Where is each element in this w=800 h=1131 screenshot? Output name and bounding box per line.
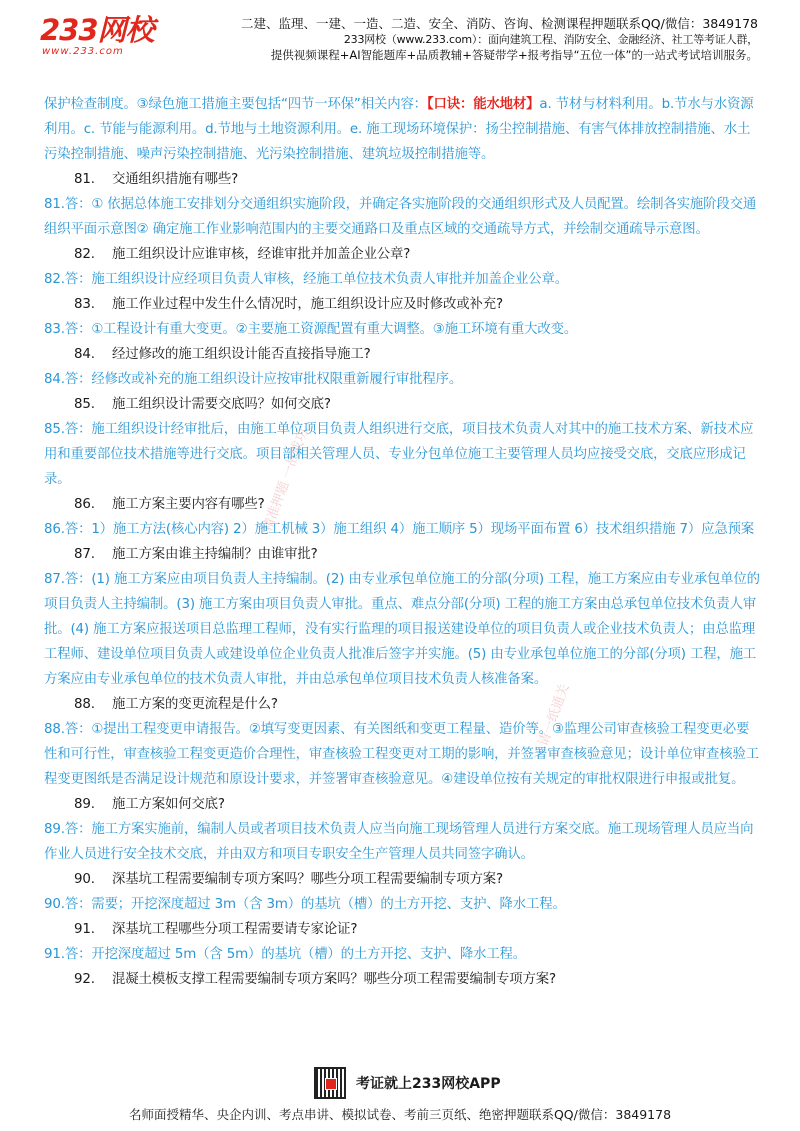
intro-text-a: 保护检查制度。③绿色施工措施主要包括“四节一环保”相关内容： xyxy=(44,97,427,112)
question-item xyxy=(44,917,760,942)
question-item xyxy=(44,167,760,192)
question-item xyxy=(44,967,760,992)
qr-code-icon xyxy=(314,1067,346,1099)
answer-text: 83.答：①工程设计有重大变更。②主要施工资源配置有重大调整。③施工环境有重大改变。 xyxy=(44,322,578,337)
watermark-secondary: 请一纸通关 xyxy=(536,682,573,749)
footer-contact-line: 名师面授精华、央企内训、考点串讲、模拟试卷、考前三页纸、绝密押题联系QQ/微信：3849178 xyxy=(128,1107,672,1122)
question-item xyxy=(44,792,760,817)
question-item xyxy=(44,342,760,367)
question-number: 90. xyxy=(74,872,95,887)
page-footer xyxy=(0,1065,800,1131)
question-item xyxy=(44,867,760,892)
intro-paragraph xyxy=(44,92,760,167)
answer-text: 84.答：经修改或补充的施工组织设计应按审批权限重新履行审批程序。 xyxy=(44,372,463,387)
question-item xyxy=(44,392,760,417)
qr-logo-icon xyxy=(325,1078,337,1090)
header-contact-line: 二建、监理、一建、一造、二造、安全、消防、咨询、检测课程押题联系QQ/微信：3849178 xyxy=(240,16,758,31)
qa-list xyxy=(44,167,760,992)
answer-text: 90.答：需要；开挖深度超过 3m（含 3m）的基坑（槽）的土方开挖、支护、降水工程。 xyxy=(44,897,566,912)
question-text: 施工作业过程中发生什么情况时，施工组织设计应及时修改或补充? xyxy=(112,297,503,312)
mnemonic-highlight: 【口诀：能水地材】 xyxy=(426,97,540,112)
header-service-line: 提供视频课程+AI智能题库+品质教辅+答疑带学+报考指导“五位一体”的一站式考试培训服务。 xyxy=(270,48,758,62)
answer-text: 82.答：施工组织设计应经项目负责人审核，经施工单位技术负责人审批并加盖企业公章。 xyxy=(44,272,568,287)
question-text: 混凝土模板支撑工程需要编制专项方案吗？哪些分项工程需要编制专项方案? xyxy=(112,972,556,987)
question-number: 88. xyxy=(74,697,95,712)
question-item xyxy=(44,542,760,567)
question-number: 85. xyxy=(74,397,95,412)
answer-text: 91.答：开挖深度超过 5m（含 5m）的基坑（槽）的土方开挖、支护、降水工程。 xyxy=(44,947,527,962)
answer-text: 89.答：施工方案实施前，编制人员或者项目技术负责人应当向施工现场管理人员进行方案交底。施工现场管理人员应当向作业人员进行安全技术交底，并由双方和项目专职安全生产管理人员共同签字确认。 xyxy=(44,822,754,862)
question-number: 86. xyxy=(74,497,95,512)
question-item xyxy=(44,292,760,317)
question-number: 89. xyxy=(74,797,95,812)
question-text: 施工组织设计应谁审核，经谁审批并加盖企业公章? xyxy=(112,247,411,262)
answer-text: 88.答：①提出工程变更申请报告。②填写变更因素、有关图纸和变更工程量、造价等。③监理公司审查核验工程变更必要性和可行性，审查核验工程变更造价合理性，审查核验工程变更对工期的影响，并签署审查核验意见；设计单位审查核验工程变更图纸是否满足设计规范和原设计要求，并签署审查核验意见。④建设单位按有关规定的审批权限进行申报或批复。 xyxy=(44,722,759,787)
question-item xyxy=(44,242,760,267)
logo-text: 233网校 xyxy=(40,13,154,47)
intro-text-b: a. 节材与材料利用。b.节水与水资源利用。c. 节能与能源利用。d.节地与土地资源利用。e. 施工现场环境保护：扬尘控制措施、有害气体排放控制措施、水土污染控制措施、噪声污染控制措施、光污染控制措施、建筑垃圾控制措施等。 xyxy=(44,97,754,162)
logo-url: www.233.com xyxy=(42,46,124,57)
question-text: 深基坑工程需要编制专项方案吗？哪些分项工程需要编制专项方案? xyxy=(112,872,503,887)
question-item xyxy=(44,492,760,517)
question-text: 施工方案的变更流程是什么? xyxy=(112,697,278,712)
question-text: 施工组织设计需要交底吗？如何交底? xyxy=(112,397,331,412)
question-number: 84. xyxy=(74,347,95,362)
header-intro-line: 233网校（www.233.com）：面向建筑工程、消防安全、金融经济、社工等考证人群， xyxy=(343,33,758,46)
footer-title: 考证就上233网校APP xyxy=(356,1076,501,1092)
question-number: 81. xyxy=(74,172,95,187)
question-item xyxy=(44,692,760,717)
document-body xyxy=(44,92,760,992)
watermark: 精准押题 一战成功 xyxy=(260,426,312,534)
answer-text: 86.答：1）施工方法(核心内容) 2）施工机械 3）施工组织 4）施工顺序 5）现场平面布置 6）技术组织措施 7）应急预案 xyxy=(44,522,755,537)
brand-logo xyxy=(40,14,180,58)
question-number: 82. xyxy=(74,247,95,262)
question-text: 施工方案由谁主持编制？由谁审批? xyxy=(112,547,318,562)
question-text: 深基坑工程哪些分项工程需要请专家论证? xyxy=(112,922,358,937)
question-number: 83. xyxy=(74,297,95,312)
question-number: 87. xyxy=(74,547,95,562)
question-text: 经过修改的施工组织设计能否直接指导施工? xyxy=(112,347,371,362)
question-text: 交通组织措施有哪些? xyxy=(112,172,239,187)
question-text: 施工方案主要内容有哪些? xyxy=(112,497,265,512)
question-text: 施工方案如何交底? xyxy=(112,797,225,812)
answer-text: 81.答：① 依据总体施工安排划分交通组织实施阶段，并确定各实施阶段的交通组织形式及人员配置。绘制各实施阶段交通组织平面示意图② 确定施工作业影响范围内的主要交通路口及重点区域的交通疏导方式，并绘制交通疏导示意图。 xyxy=(44,197,757,237)
question-number: 91. xyxy=(74,922,95,937)
answer-text: 85.答：施工组织设计经审批后，由施工单位项目负责人组织进行交底，项目技术负责人对其中的施工技术方案、新技术应用和重要部位技术措施等进行交底。项目部相关管理人员、专业分包单位施工主要管理人员均应接受交底，交底应形成记录。 xyxy=(44,422,754,487)
question-number: 92. xyxy=(74,972,95,987)
page-header xyxy=(0,0,800,70)
answer-text: 87.答：(1) 施工方案应由项目负责人主持编制。(2) 由专业承包单位施工的分部(分项) 工程，施工方案应由专业承包单位的项目负责人主持编制。(3) 施工方案由项目负责人审批。重点、难点分部(分项) 工程的施工方案由总承包单位技术负责人审批。(4) 施工方案应报送项目总监理工程师，没有实行监理的项目报送建设单位的项目负责人或企业技术负责人；由总监理工程师、建设单位项目负责人或建设单位企业负责人批准后签字并实施。(5) 由专业承包单位施工的分部(分项) 工程，施工方案应由专业承包单位的技术负责人审批，并由总承包单位项目技术负责人核准备案。 xyxy=(44,572,760,687)
